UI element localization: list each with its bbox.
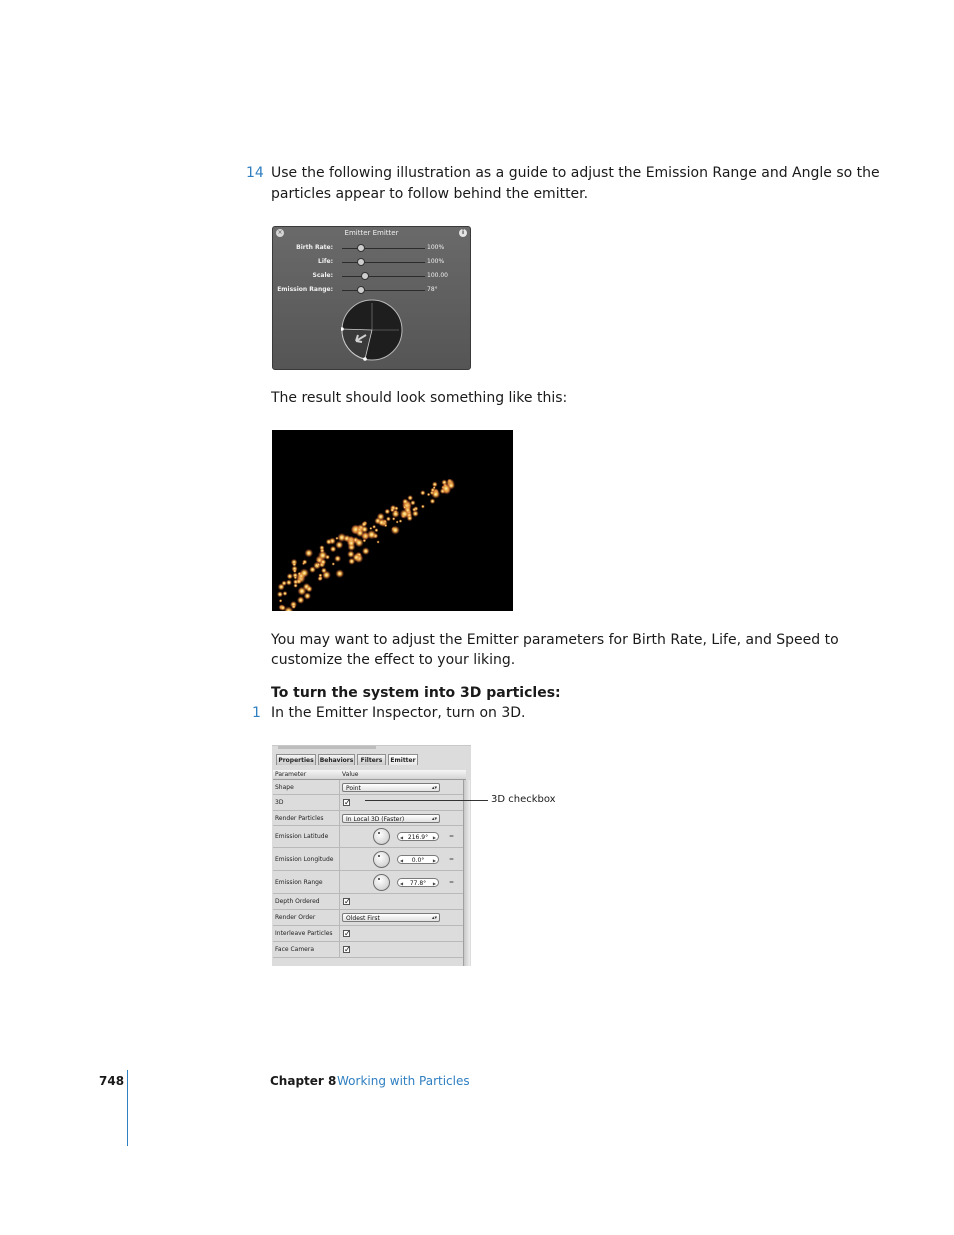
field-value: 216.9° xyxy=(407,834,429,841)
latitude-dial[interactable] xyxy=(373,828,390,845)
particle xyxy=(441,484,451,494)
particle xyxy=(277,591,283,597)
hud-value: 100% xyxy=(427,258,445,265)
particle xyxy=(384,509,390,515)
range-field[interactable] xyxy=(397,878,439,887)
particle xyxy=(377,540,380,543)
particle xyxy=(279,599,283,603)
field-value: 77.8° xyxy=(409,880,427,887)
hud-label: Birth Rate: xyxy=(296,244,333,251)
particle xyxy=(335,569,344,578)
particle xyxy=(280,605,286,611)
particle xyxy=(297,596,305,604)
particle xyxy=(347,539,356,548)
particle xyxy=(304,592,311,599)
hud-value: 78° xyxy=(427,286,438,293)
column-header-value: Value xyxy=(342,771,359,778)
table-header xyxy=(273,770,466,780)
hud-value: 100.00 xyxy=(427,272,448,279)
particle xyxy=(427,493,431,497)
3d-checkbox[interactable]: ✓ xyxy=(344,798,351,807)
section-heading: To turn the system into 3D particles: xyxy=(271,685,561,701)
body-text-line: You may want to adjust the Emitter parameters for Birth Rate, Life, and Speed to xyxy=(271,632,839,648)
particle xyxy=(431,490,440,499)
row-interleave-particles xyxy=(273,926,466,942)
particle xyxy=(298,572,302,576)
footer-rule xyxy=(127,1070,128,1146)
particle xyxy=(402,499,408,505)
param-label: Render Particles xyxy=(274,811,340,825)
particle xyxy=(335,537,338,540)
particle xyxy=(407,495,413,501)
particle xyxy=(378,519,385,526)
page-number: 748 xyxy=(99,1074,125,1088)
particle xyxy=(317,563,320,566)
particle xyxy=(304,549,313,558)
particle-result-image xyxy=(272,430,513,611)
particle xyxy=(286,579,292,585)
particle xyxy=(420,490,425,495)
particle xyxy=(372,525,376,529)
particle xyxy=(326,539,332,545)
slider-knob[interactable] xyxy=(357,286,365,294)
step-text-line: Use the following illustration as a guide to adjust the Emission Range and Angle so the xyxy=(271,165,880,181)
close-icon[interactable]: × xyxy=(277,229,283,236)
latitude-field[interactable] xyxy=(397,832,439,841)
param-label: Emission Latitude xyxy=(274,826,340,847)
link-icon[interactable]: = xyxy=(449,856,455,863)
particle xyxy=(283,591,288,596)
step-text: In the Emitter Inspector, turn on 3D. xyxy=(271,705,526,721)
particle xyxy=(302,559,307,564)
render-particles-popup[interactable] xyxy=(342,814,440,823)
particle xyxy=(334,555,341,562)
emitter-hud xyxy=(272,226,471,370)
hud-row-scale xyxy=(273,271,470,281)
param-label: Emission Longitude xyxy=(274,848,340,870)
particle xyxy=(421,505,425,509)
tab-properties[interactable]: Properties xyxy=(276,754,316,765)
row-render-particles xyxy=(273,811,466,826)
tab-filters[interactable]: Filters xyxy=(357,754,386,765)
chapter-title: Working with Particles xyxy=(337,1074,470,1088)
hud-title: Emitter Emitter xyxy=(344,229,399,237)
increment-icon[interactable]: ▶ xyxy=(432,858,436,863)
range-dial[interactable] xyxy=(373,874,390,891)
param-label: Interleave Particles xyxy=(274,926,340,941)
particle xyxy=(317,576,322,581)
emitter-inspector xyxy=(272,745,471,966)
param-label: Depth Ordered xyxy=(274,894,340,909)
particle xyxy=(412,507,416,511)
chapter-label: Chapter 8 xyxy=(270,1074,337,1088)
row-shape xyxy=(273,780,466,795)
particle xyxy=(396,521,399,524)
slider-knob[interactable] xyxy=(357,244,365,252)
particle xyxy=(287,573,293,579)
particle xyxy=(386,516,391,521)
param-label: Render Order xyxy=(274,910,340,925)
decrement-icon[interactable]: ◀ xyxy=(400,858,404,863)
column-header-parameter: Parameter xyxy=(275,771,307,778)
param-label: Face Camera xyxy=(274,942,340,957)
field-value: 0.0° xyxy=(411,857,425,864)
particle xyxy=(330,546,337,553)
row-emission-range xyxy=(273,871,466,894)
popup-value: In Local 3D (Faster) xyxy=(346,816,405,823)
param-label: 3D xyxy=(274,795,340,810)
hud-row-birth-rate xyxy=(273,243,470,253)
particle xyxy=(321,568,327,574)
particle xyxy=(355,538,364,547)
particle xyxy=(335,541,343,549)
hud-value: 100% xyxy=(427,244,445,251)
particle xyxy=(293,569,297,573)
shape-popup[interactable] xyxy=(342,783,440,792)
slider-track[interactable] xyxy=(342,262,425,263)
particle xyxy=(291,604,296,609)
particle xyxy=(432,482,438,488)
particle xyxy=(294,576,298,580)
slider-track[interactable] xyxy=(342,276,425,277)
slider-knob[interactable] xyxy=(357,258,365,266)
particle xyxy=(430,498,436,504)
depth-ordered-checkbox[interactable]: ✓ xyxy=(344,897,351,906)
step-text-line: particles appear to follow behind the emitter. xyxy=(271,186,589,202)
link-icon[interactable]: = xyxy=(449,879,455,886)
particle xyxy=(318,551,328,561)
row-face-camera xyxy=(273,942,466,958)
hud-label: Scale: xyxy=(312,272,333,279)
row-emission-longitude xyxy=(273,848,466,871)
callout-line xyxy=(365,800,488,801)
step-number: 1 xyxy=(252,705,261,721)
interleave-checkbox[interactable]: ✓ xyxy=(344,929,351,938)
hud-row-life xyxy=(273,257,470,267)
particle xyxy=(357,553,361,557)
increment-icon[interactable]: ▶ xyxy=(432,835,436,840)
row-depth-ordered xyxy=(273,894,466,910)
particle xyxy=(278,583,285,590)
popup-arrow-icon: ▴▾ xyxy=(431,915,437,921)
popup-value: Oldest First xyxy=(346,915,380,922)
hud-label: Emission Range: xyxy=(277,286,333,293)
emission-angle-dial[interactable] xyxy=(341,299,403,361)
particle xyxy=(403,506,406,509)
popup-arrow-icon: ▴▾ xyxy=(431,816,437,822)
particle xyxy=(392,510,400,518)
link-icon[interactable]: = xyxy=(449,833,455,840)
tab-behaviors[interactable]: Behaviors xyxy=(318,754,355,765)
longitude-dial[interactable] xyxy=(373,851,390,868)
particle xyxy=(293,583,298,588)
hud-row-emission-range xyxy=(273,285,470,295)
particle xyxy=(362,533,369,540)
longitude-field[interactable] xyxy=(397,855,439,864)
scrollbar[interactable] xyxy=(463,780,470,966)
popup-value: Point xyxy=(346,785,361,792)
hud-label: Life: xyxy=(318,258,333,265)
particle xyxy=(407,515,413,521)
row-emission-latitude xyxy=(273,826,466,848)
render-order-popup[interactable] xyxy=(342,913,440,922)
info-icon[interactable]: i xyxy=(459,229,467,237)
tab-emitter[interactable]: Emitter xyxy=(388,754,418,765)
title-bar-strip xyxy=(278,746,376,749)
param-label: Shape xyxy=(274,780,340,794)
slider-track[interactable] xyxy=(342,248,425,249)
particle xyxy=(391,526,400,535)
decrement-icon[interactable]: ◀ xyxy=(400,881,404,886)
result-text: The result should look something like this: xyxy=(271,390,568,406)
particle xyxy=(369,527,372,530)
face-camera-checkbox[interactable]: ✓ xyxy=(344,945,351,954)
step-number: 14 xyxy=(246,165,264,181)
slider-track[interactable] xyxy=(342,290,425,291)
row-render-order xyxy=(273,910,466,926)
param-label: Emission Range xyxy=(274,871,340,893)
particle xyxy=(348,558,355,565)
particle xyxy=(306,585,313,592)
particle xyxy=(332,562,335,565)
row-3d xyxy=(273,795,466,811)
increment-icon[interactable]: ▶ xyxy=(432,881,436,886)
popup-arrow-icon: ▴▾ xyxy=(431,785,437,791)
particle xyxy=(362,547,370,555)
callout-label: 3D checkbox xyxy=(491,794,556,805)
decrement-icon[interactable]: ◀ xyxy=(400,835,404,840)
body-text-line: customize the effect to your liking. xyxy=(271,652,516,668)
slider-knob[interactable] xyxy=(361,272,369,280)
particle xyxy=(399,519,403,523)
